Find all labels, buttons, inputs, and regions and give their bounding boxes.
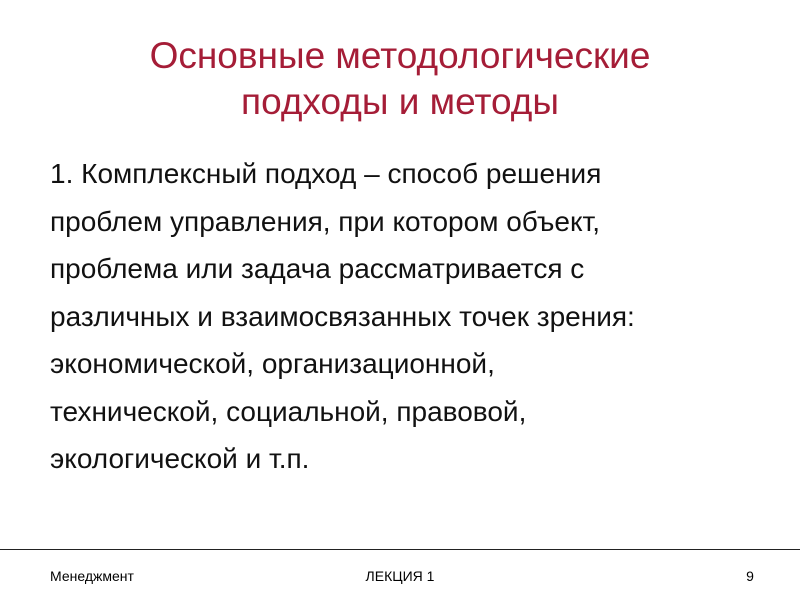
slide-title	[0, 33, 800, 125]
body-line: экономической, организационной,	[50, 348, 495, 379]
body-line: различных и взаимосвязанных точек зрения:	[50, 300, 635, 332]
footer-divider	[0, 549, 800, 550]
footer-lecture-label: ЛЕКЦИЯ 1	[365, 568, 435, 584]
body-line: технической, социальной, правовой,	[50, 395, 527, 427]
body-line: 1. Комплексный подход – способ решения	[50, 158, 602, 189]
body-line: проблема или задача рассматривается с	[50, 253, 585, 284]
footer-page-number: 9	[746, 568, 754, 584]
slide-title-line: подходы и методы	[241, 81, 559, 122]
body-line: экологической и т.п.	[50, 443, 310, 474]
body-line: проблем управления, при котором объект,	[50, 205, 601, 237]
slide-title-line: Основные методологические	[149, 35, 651, 76]
slide-body	[50, 150, 780, 483]
footer-course-name: Менеджмент	[50, 568, 134, 584]
